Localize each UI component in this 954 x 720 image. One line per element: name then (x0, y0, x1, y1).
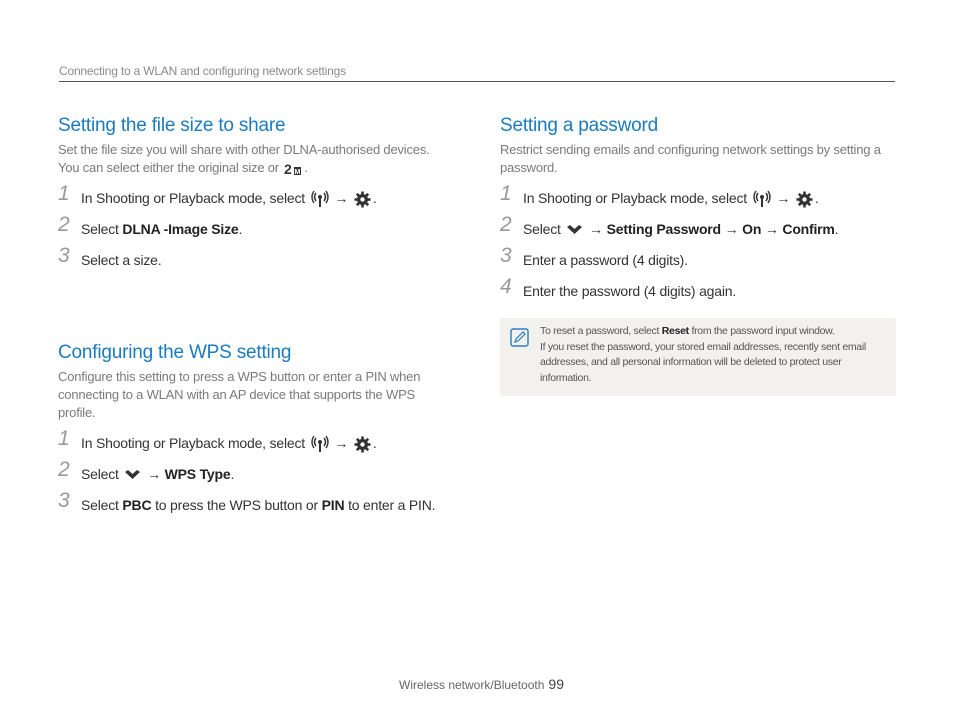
note-line-1: To reset a password, select Reset from the password input window. (540, 325, 835, 337)
section-wps (58, 342, 453, 525)
breadcrumb: Connecting to a WLAN and configuring network settings (59, 64, 346, 78)
step-item: 1 In Shooting or Playback mode, select → . (500, 187, 896, 209)
wifi-menu-icon (566, 224, 583, 236)
svg-text:M: M (294, 169, 301, 177)
wireless-icon (311, 435, 329, 453)
svg-text:2: 2 (284, 161, 292, 177)
section-password (500, 115, 896, 396)
gear-icon (354, 436, 371, 453)
gear-icon (354, 191, 371, 208)
page-number: 99 (548, 676, 564, 692)
step-item: 2 Select DLNA -Image Size. (58, 213, 243, 237)
step-item: 3 Select PBC to press the WPS button or PIN to enter a PIN. (58, 489, 436, 513)
section-desc-file-size: Set the file size you will share with other DLNA-authorised devices. You can select either the original size or 2 M . (58, 142, 430, 177)
wifi-menu-icon (124, 469, 141, 481)
section-title-password: Setting a password (500, 115, 658, 136)
note-line-2: If you reset the password, your stored email addresses, recently sent email addresses, and all personal information will be deleted to protect user information. (540, 340, 866, 384)
step-item: 3 Select a size. (58, 244, 162, 268)
section-desc-wps: Configure this setting to press a WPS button or enter a PIN when connecting to a WLAN with an AP device that supports the WPS profile. (58, 369, 421, 420)
section-desc-password: Restrict sending emails and configuring network settings by setting a password. (500, 142, 881, 175)
step-item: 2 Select → Setting Password → On → Confirm. (500, 213, 839, 237)
steps-password (500, 182, 896, 302)
2m-size-icon (284, 161, 302, 176)
footer-section: Wireless network/Bluetooth (399, 678, 545, 692)
note-pencil-icon (510, 328, 529, 347)
page-header (59, 62, 895, 82)
step-item: 3 Enter a password (4 digits). (500, 244, 688, 268)
section-title-wps: Configuring the WPS setting (58, 342, 292, 363)
gear-icon (796, 191, 813, 208)
page-footer (399, 676, 564, 692)
step-item: 4 Enter the password (4 digits) again. (500, 275, 737, 299)
step-item: 1 In Shooting or Playback mode, select → . (58, 187, 453, 209)
section-file-size (58, 115, 453, 280)
step-item: 1 In Shooting or Playback mode, select → . (58, 432, 453, 454)
note-box (500, 318, 896, 396)
step-item: 2 Select → WPS Type. (58, 458, 235, 482)
wireless-icon (753, 190, 771, 208)
steps-wps (58, 427, 453, 516)
section-title-file-size: Setting the file size to share (58, 115, 286, 136)
steps-file-size (58, 182, 453, 271)
wireless-icon (311, 190, 329, 208)
